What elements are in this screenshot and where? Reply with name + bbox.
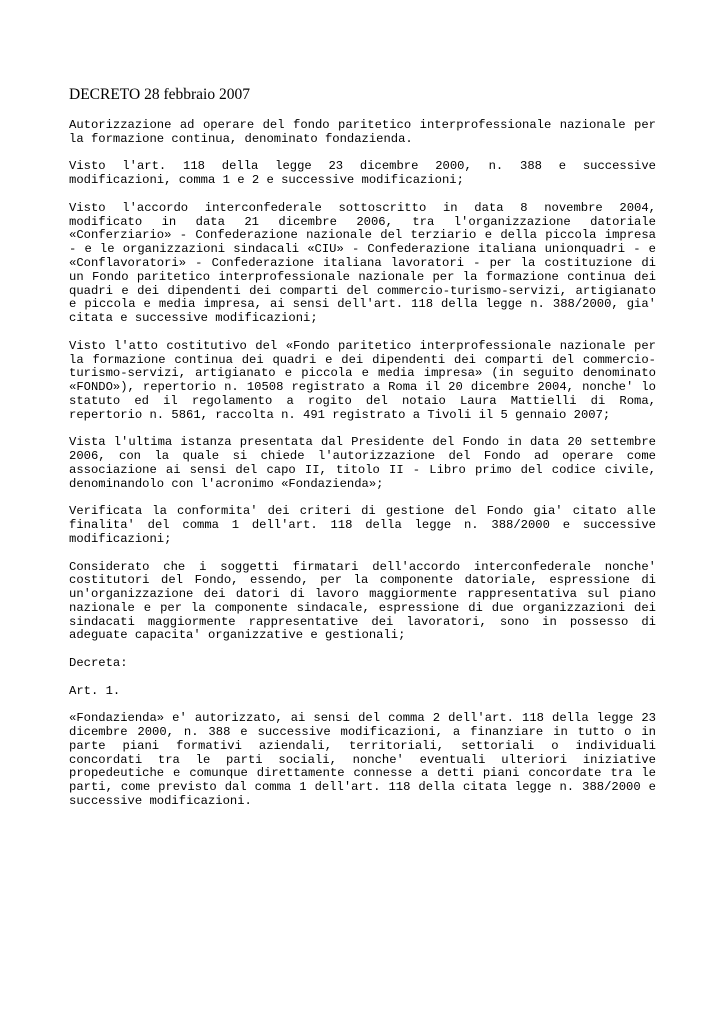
subject-paragraph: Autorizzazione ad operare del fondo paritetico interprofessionale nazionale per la formazione continua, denominato fondazienda. <box>69 118 656 146</box>
recital-visto-art-118: Visto l'art. 118 della legge 23 dicembre 2000, n. 388 e successive modificazioni, comma 1 e 2 e successive modificazioni; <box>69 159 656 188</box>
decreta-heading: Decreta: <box>69 656 128 671</box>
recital-vista-istanza: Vista l'ultima istanza presentata dal Presidente del Fondo in data 20 settembre 2006, con la quale si chiede l'autorizzazione del Fondo ad operare come associazione ai sensi del capo II, titolo II - Libro primo del codice civile, denominandolo con l'acronimo «Fondazienda»; <box>69 435 656 491</box>
recital-verificata-conformita: Verificata la conformita' dei criteri di gestione del Fondo gia' citato alle finalita' del comma 1 dell'art. 118 della legge n. 388/2000 e successive modificazioni; <box>69 504 656 546</box>
document-page <box>69 86 656 823</box>
recital-visto-accordo: Visto l'accordo interconfederale sottoscritto in data 8 novembre 2004, modificato in data 21 dicembre 2006, tra l'organizzazione datoriale «Conferziario» - Confederazione nazionale del terziario e della piccola impresa - e le organizzazioni sindacali «CIU» - Confederazione italiana unionquadri - e «Conflavoratori» - Confederazione italiana lavoratori - per la costituzione di un Fondo paritetico interprofessionale nazionale per la formazione continua dei quadri e dei dipendenti dei comparti del commercio-turismo-servizi, artigianato e piccola e media impresa, ai sensi dell'art. 118 della legge n. 388/2000, gia' citata e successive modificazioni; <box>69 200 656 326</box>
recital-considerato: Considerato che i soggetti firmatari dell'accordo interconfederale nonche' costitutori del Fondo, essendo, per la componente datoriale, espressione di un'organizzazione dei datori di lavoro maggiormente rappresentativa sul piano nazionale e per la componente sindacale, espressione di due organizzazioni dei sindacati maggiormente rappresentative dei lavoratori, sono in possesso di adeguate capacita' organizzative e gestionali; <box>69 559 656 643</box>
recital-visto-atto-costitutivo: Visto l'atto costitutivo del «Fondo paritetico interprofessionale nazionale per la formazione continua dei quadri e dei dipendenti dei comparti del commercio-turismo-servizi, artigianato e piccola e media impresa» (in seguito denominato «FONDO»), repertorio n. 10508 registrato a Roma il 20 dicembre 2004, nonche' lo statuto ed il regolamento a rogito del notaio Laura Mattielli di Roma, repertorio n. 5861, raccolta n. 491 registrato a Tivoli il 5 gennaio 2007; <box>69 338 656 422</box>
document-title: DECRETO 28 febbraio 2007 <box>69 86 250 103</box>
article-1-body: «Fondazienda» e' autorizzato, ai sensi del comma 2 dell'art. 118 della legge 23 dicembre 2000, n. 388 e successive modificazioni, a finanziare in tutto o in parte piani formativi aziendali, territoriali, settoriali o individuali concordati tra le parti sociali, nonche' eventuali ulteriori iniziative propedeutiche e comunque direttamente connesse a detti piani concordate tra le parti, come previsto dal comma 1 dell'art. 118 della citata legge n. 388/2000 e successive modificazioni. <box>69 711 656 809</box>
article-heading: Art. 1. <box>69 683 121 698</box>
